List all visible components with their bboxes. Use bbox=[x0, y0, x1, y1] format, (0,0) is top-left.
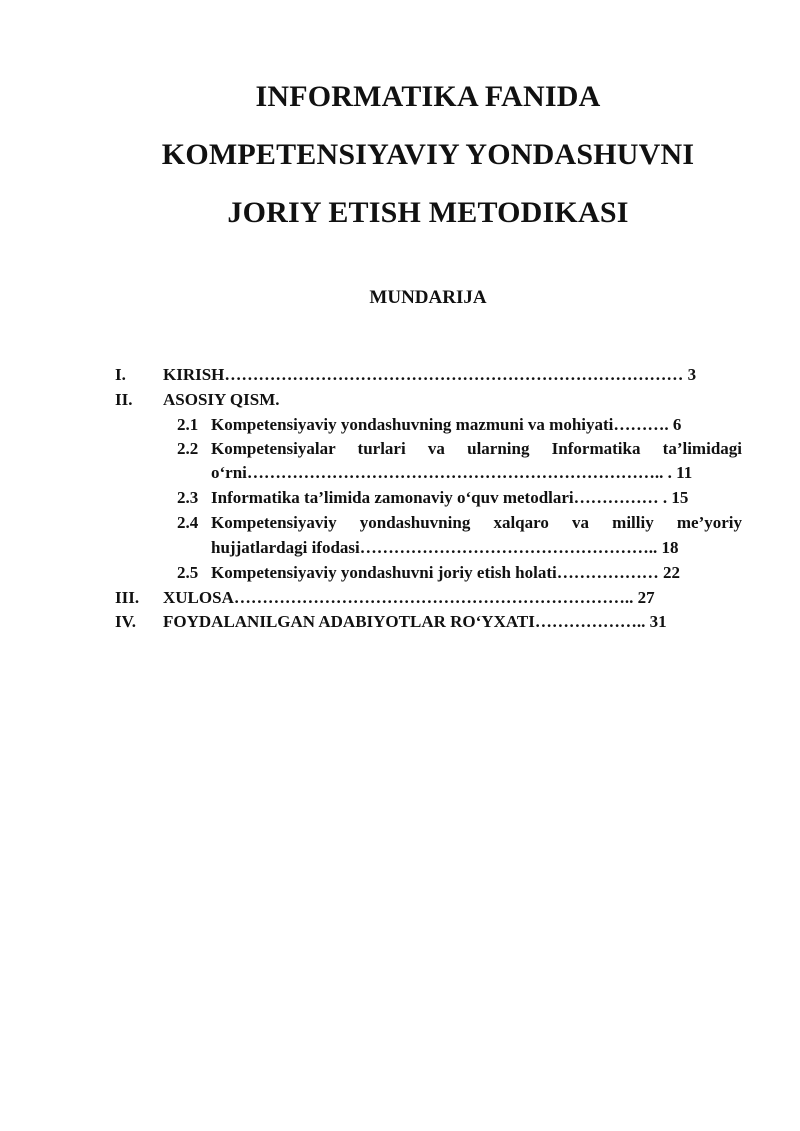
toc-entry-text-line-2: o‘rni……………………………………………………………….. . 11 bbox=[211, 463, 693, 482]
document-title-line-1: INFORMATIKA FANIDA bbox=[255, 80, 601, 113]
toc-section-number: 2.5 bbox=[177, 563, 199, 582]
document-title-line-2: KOMPETENSIYAVIY YONDASHUVNI bbox=[161, 138, 695, 171]
toc-heading: MUNDARIJA bbox=[369, 287, 487, 308]
toc-roman-numeral: I. bbox=[115, 365, 126, 384]
toc-roman-numeral: III. bbox=[115, 588, 140, 607]
toc-entry-text-line-1: Kompetensiyaviy yondashuvning xalqaro va milliy me’yoriy bbox=[211, 513, 742, 532]
toc-section-number: 2.1 bbox=[177, 415, 199, 434]
toc-entry-text-line-1: Kompetensiyalar turlari va ularning Informatika ta’limidagi bbox=[211, 439, 742, 458]
toc-entry-text: KIRISH……………………………………………………………………… 3 bbox=[163, 365, 697, 384]
toc-entry-text: Kompetensiyaviy yondashuvning mazmuni va mohiyati………. 6 bbox=[211, 415, 682, 434]
toc-section-number: 2.4 bbox=[177, 513, 199, 532]
toc-roman-numeral: II. bbox=[115, 390, 133, 409]
toc-entry-text-line-2: hujjatlardagi ifodasi…………………………………………….. 18 bbox=[211, 538, 679, 557]
toc-section-number: 2.2 bbox=[177, 439, 199, 458]
toc-section-number: 2.3 bbox=[177, 488, 199, 507]
document-title-line-3: JORIY ETISH METODIKASI bbox=[227, 196, 629, 229]
toc-roman-numeral: IV. bbox=[115, 612, 136, 631]
toc-entry-text: ASOSIY QISM. bbox=[163, 390, 280, 409]
toc-entry-text: Informatika ta’limida zamonaviy o‘quv metodlari…………… . 15 bbox=[211, 488, 689, 507]
toc-entry-text: Kompetensiyaviy yondashuvni joriy etish holati……………… 22 bbox=[211, 563, 680, 582]
toc-entry-text: XULOSA…………………………………………………………….. 27 bbox=[163, 588, 655, 607]
toc-entry-text: FOYDALANILGAN ADABIYOTLAR RO‘YXATI……………….. 31 bbox=[163, 612, 667, 631]
